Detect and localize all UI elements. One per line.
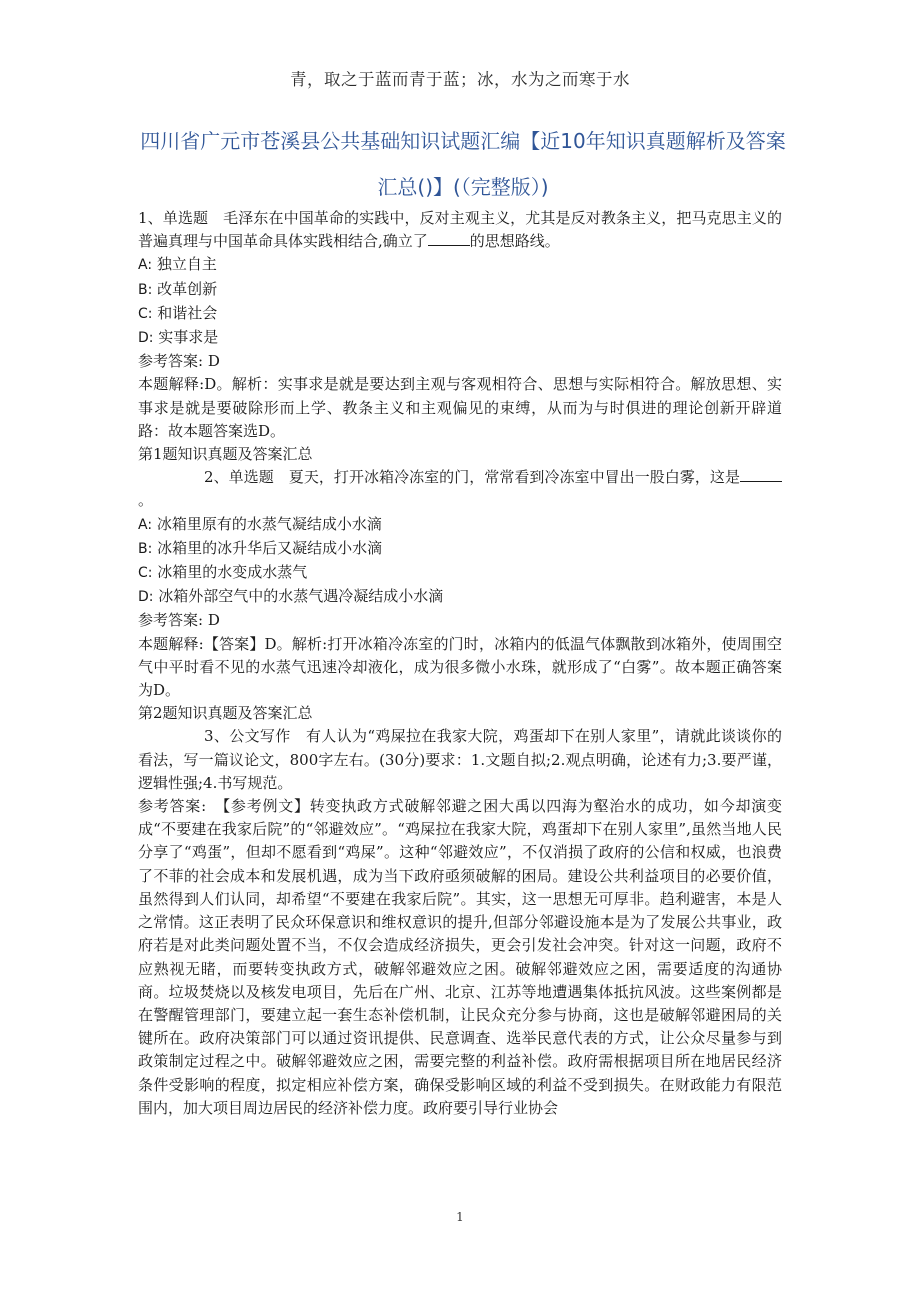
- answer-explanation: 本题解释:【答案】D。解析:打开冰箱冷冻室的门时，冰箱内的低温气体飘散到冰箱外，使周围空气中平时看不见的水蒸气迅速冷却液化，成为很多微小水珠，就形成了“白雾”。故本题正确答案为D。: [138, 634, 782, 700]
- question-stem: 3、公文写作 有人认为“鸡屎拉在我家大院，鸡蛋却下在别人家里”，请就此谈谈你的看法，写一篇议论文，800字左右。(30分)要求：1.文题自拟;2.观点明确，论述有力;3.要严谨，逻辑性强;4.书写规范。: [138, 727, 782, 792]
- reference-answer: 参考答案: D: [138, 352, 220, 371]
- option-b: B: 冰箱里的冰升华后又凝结成小水滴: [138, 538, 383, 557]
- option-c: C: 和谐社会: [138, 303, 218, 322]
- question-stem: 2、单选题 夏天，打开冰箱冷冻室的门，常常看到冷冻室中冒出一股白雾，这是。: [138, 466, 782, 512]
- question-summary: 第1题知识真题及答案汇总: [138, 445, 313, 464]
- answer-blank: [428, 231, 470, 246]
- option-d: D: 实事求是: [138, 328, 219, 347]
- question-summary: 第2题知识真题及答案汇总: [138, 704, 313, 723]
- answer-blank: [740, 467, 782, 482]
- reference-essay: 参考答案: 【参考例文】转变执政方式破解邻避之困大禹以四海为壑治水的成功，如今却演变成“不要建在我家后院”的“邻避效应”。“鸡屎拉在我家大院，鸡蛋却下在别人家里”,虽然当地人民分享了“鸡蛋”，但却不愿看到“鸡屎”。这种“邻避效应”，不仅消损了政府的公信和权威，也浪费了不菲的社会成本和发展机遇，成为当下政府亟须破解的困局。建设公共利益项目的必要价值，虽然得到人们认同，却希望“不要建在我家后院”。其实，这一思想无可厚非。趋利避害，本是人之常情。这正表明了民众环保意识和维权意识的提升,但部分邻避设施本是为了发展公共事业，政府若是对此类问题处置不当，不仅会造成经济损失，更会引发社会冲突。针对这一问题，政府不应熟视无睹，而要转变执政方式，破解邻避效应之困。破解邻避效应之困，需要适度的沟通协商。垃圾焚烧以及核发电项目，先后在广州、北京、江苏等地遭遇集体抵抗风波。这些案例都是在警醒管理部门，要建立起一套生态补偿机制，让民众充分参与协商，这也是破解邻避困局的关键所在。政府决策部门可以通过资讯提供、民意调查、选举民意代表的方式，让公众尽量参与到政策制定过程之中。破解邻避效应之困，需要完整的利益补偿。政府需根据项目所在地居民经济条件受影响的程度，拟定相应补偿方案，确保受影响区域的利益不受到损失。在财政能力有限范围内，加大项目周边居民的经济补偿力度。政府要引导行业协会: [138, 797, 782, 1117]
- option-d: D: 冰箱外部空气中的水蒸气遇冷凝结成小水滴: [138, 587, 444, 606]
- reference-answer: 参考答案: D: [138, 611, 220, 630]
- option-a: A: 冰箱里原有的水蒸气凝结成小水滴: [138, 514, 382, 533]
- header-motto: 青，取之于蓝而青于蓝；冰，水为之而寒于水: [290, 70, 630, 89]
- page-number: 1: [456, 1210, 464, 1224]
- option-b: B: 改革创新: [138, 279, 218, 298]
- option-a: A: 独立自主: [138, 255, 217, 274]
- question-stem: 1、单选题 毛泽东在中国革命的实践中，反对主观主义，尤其是反对教条主义，把马克思主义的普遍真理与中国革命具体实践相结合,确立了 的思想路线。: [138, 209, 782, 251]
- document-body: [138, 207, 782, 1120]
- document-title: 四川省广元市苍溪县公共基础知识试题汇编【近10年知识真题解析及答案汇总()】(（完整版）): [140, 129, 786, 199]
- answer-explanation: 本题解释:D。解析：实事求是就是要达到主观与客观相符合、思想与实际相符合。解放思想、实事求是就是要破除形而上学、教条主义和主观偏见的束缚，从而为与时俱进的理论创新开辟道路：故本题答案选D。: [138, 375, 782, 440]
- option-c: C: 冰箱里的水变成水蒸气: [138, 563, 308, 582]
